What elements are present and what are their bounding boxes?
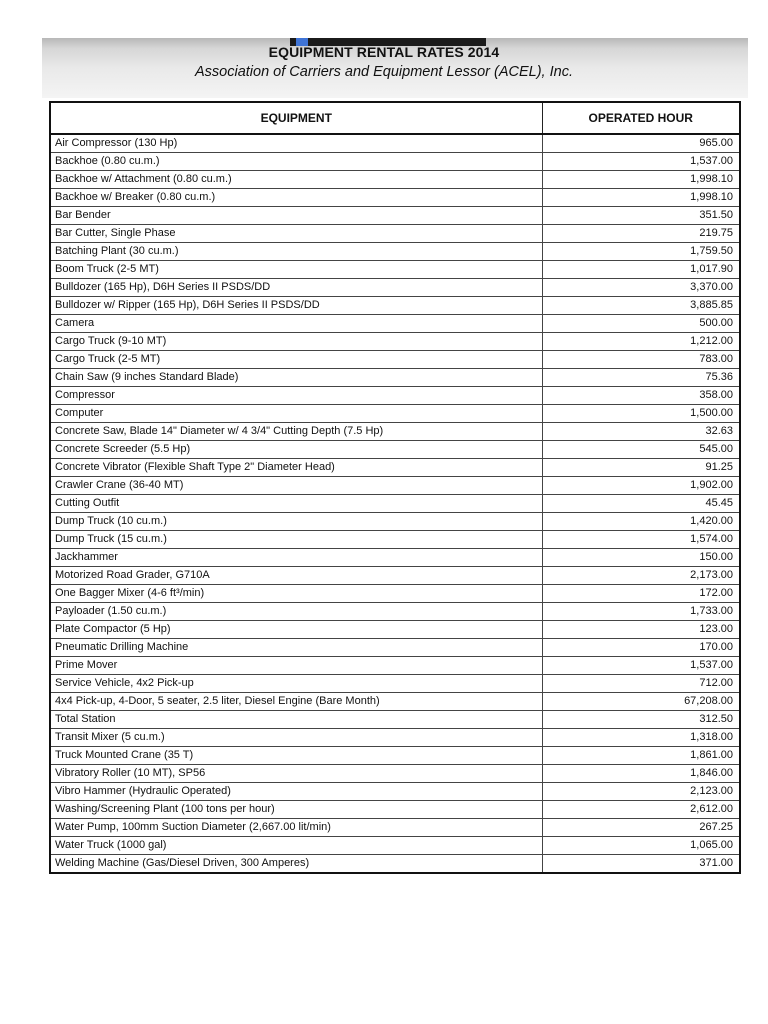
equipment-cell: Cargo Truck (9-10 MT) — [50, 333, 542, 351]
column-header-operated-hour: OPERATED HOUR — [542, 102, 740, 134]
equipment-cell: Backhoe (0.80 cu.m.) — [50, 153, 542, 171]
table-row — [50, 801, 740, 819]
rate-cell: 1,537.00 — [542, 657, 740, 675]
rate-cell: 965.00 — [542, 134, 740, 153]
equipment-cell: Truck Mounted Crane (35 T) — [50, 747, 542, 765]
table-row — [50, 405, 740, 423]
table-row — [50, 513, 740, 531]
table-row — [50, 171, 740, 189]
rate-cell: 75.36 — [542, 369, 740, 387]
table-row — [50, 819, 740, 837]
rate-cell: 1,998.10 — [542, 171, 740, 189]
rate-cell: 783.00 — [542, 351, 740, 369]
page-subtitle: Association of Carriers and Equipment Lessor (ACEL), Inc. — [195, 64, 573, 80]
equipment-cell: Bulldozer w/ Ripper (165 Hp), D6H Series II PSDS/DD — [50, 297, 542, 315]
equipment-cell: Air Compressor (130 Hp) — [50, 134, 542, 153]
table-row — [50, 315, 740, 333]
equipment-cell: Crawler Crane (36-40 MT) — [50, 477, 542, 495]
column-header-equipment: EQUIPMENT — [50, 102, 542, 134]
table-row — [50, 531, 740, 549]
rate-cell: 1,574.00 — [542, 531, 740, 549]
rate-cell: 1,861.00 — [542, 747, 740, 765]
rate-cell: 172.00 — [542, 585, 740, 603]
rate-cell: 45.45 — [542, 495, 740, 513]
table-row — [50, 477, 740, 495]
table-row — [50, 855, 740, 874]
rate-cell: 1,537.00 — [542, 153, 740, 171]
table-row — [50, 765, 740, 783]
equipment-cell: Payloader (1.50 cu.m.) — [50, 603, 542, 621]
rate-cell: 170.00 — [542, 639, 740, 657]
equipment-cell: Water Truck (1000 gal) — [50, 837, 542, 855]
table-row — [50, 459, 740, 477]
equipment-cell: Prime Mover — [50, 657, 542, 675]
table-row — [50, 729, 740, 747]
equipment-cell: Concrete Screeder (5.5 Hp) — [50, 441, 542, 459]
rate-cell: 219.75 — [542, 225, 740, 243]
equipment-cell: Boom Truck (2-5 MT) — [50, 261, 542, 279]
table-row — [50, 549, 740, 567]
table-row — [50, 711, 740, 729]
table-body — [50, 134, 740, 873]
table-row — [50, 369, 740, 387]
table-row — [50, 297, 740, 315]
equipment-cell: Welding Machine (Gas/Diesel Driven, 300 Amperes) — [50, 855, 542, 874]
table-row — [50, 153, 740, 171]
table-row — [50, 657, 740, 675]
table-row — [50, 423, 740, 441]
rate-cell: 1,065.00 — [542, 837, 740, 855]
rate-cell: 1,500.00 — [542, 405, 740, 423]
equipment-cell: Washing/Screening Plant (100 tons per hour) — [50, 801, 542, 819]
table-row — [50, 639, 740, 657]
table-row — [50, 351, 740, 369]
rate-cell: 123.00 — [542, 621, 740, 639]
rate-cell: 267.25 — [542, 819, 740, 837]
table-row — [50, 189, 740, 207]
table-row — [50, 225, 740, 243]
table-row — [50, 261, 740, 279]
rate-cell: 2,612.00 — [542, 801, 740, 819]
table-row — [50, 279, 740, 297]
table-row — [50, 585, 740, 603]
rate-cell: 1,017.90 — [542, 261, 740, 279]
table-row — [50, 207, 740, 225]
equipment-cell: One Bagger Mixer (4-6 ft³/min) — [50, 585, 542, 603]
equipment-cell: Backhoe w/ Breaker (0.80 cu.m.) — [50, 189, 542, 207]
equipment-cell: Cargo Truck (2-5 MT) — [50, 351, 542, 369]
rate-cell: 1,318.00 — [542, 729, 740, 747]
equipment-cell: Backhoe w/ Attachment (0.80 cu.m.) — [50, 171, 542, 189]
rate-cell: 150.00 — [542, 549, 740, 567]
equipment-cell: Total Station — [50, 711, 542, 729]
rate-cell: 1,998.10 — [542, 189, 740, 207]
equipment-cell: Dump Truck (10 cu.m.) — [50, 513, 542, 531]
rate-cell: 1,733.00 — [542, 603, 740, 621]
rate-cell: 2,123.00 — [542, 783, 740, 801]
equipment-cell: Bar Bender — [50, 207, 542, 225]
rate-cell: 351.50 — [542, 207, 740, 225]
equipment-cell: Transit Mixer (5 cu.m.) — [50, 729, 542, 747]
page-title: EQUIPMENT RENTAL RATES 2014 — [268, 44, 500, 60]
table-row — [50, 567, 740, 585]
table-row — [50, 495, 740, 513]
equipment-cell: Batching Plant (30 cu.m.) — [50, 243, 542, 261]
table-row — [50, 333, 740, 351]
equipment-cell: Bar Cutter, Single Phase — [50, 225, 542, 243]
table-row — [50, 621, 740, 639]
equipment-cell: Water Pump, 100mm Suction Diameter (2,667.00 lit/min) — [50, 819, 542, 837]
table-row — [50, 243, 740, 261]
equipment-cell: Compressor — [50, 387, 542, 405]
equipment-cell: Concrete Vibrator (Flexible Shaft Type 2" Diameter Head) — [50, 459, 542, 477]
rate-cell: 312.50 — [542, 711, 740, 729]
rate-cell: 3,885.85 — [542, 297, 740, 315]
rate-cell: 712.00 — [542, 675, 740, 693]
table-row — [50, 387, 740, 405]
equipment-cell: Jackhammer — [50, 549, 542, 567]
equipment-cell: Concrete Saw, Blade 14" Diameter w/ 4 3/4" Cutting Depth (7.5 Hp) — [50, 423, 542, 441]
rates-table — [49, 101, 741, 874]
table-row — [50, 675, 740, 693]
rate-cell: 1,846.00 — [542, 765, 740, 783]
equipment-cell: 4x4 Pick-up, 4-Door, 5 seater, 2.5 liter, Diesel Engine (Bare Month) — [50, 693, 542, 711]
rate-cell: 1,902.00 — [542, 477, 740, 495]
rate-cell: 1,759.50 — [542, 243, 740, 261]
equipment-cell: Cutting Outfit — [50, 495, 542, 513]
table-row — [50, 783, 740, 801]
rate-cell: 358.00 — [542, 387, 740, 405]
equipment-cell: Camera — [50, 315, 542, 333]
equipment-cell: Chain Saw (9 inches Standard Blade) — [50, 369, 542, 387]
equipment-cell: Vibratory Roller (10 MT), SP56 — [50, 765, 542, 783]
table-row — [50, 134, 740, 153]
rate-cell: 500.00 — [542, 315, 740, 333]
equipment-cell: Service Vehicle, 4x2 Pick-up — [50, 675, 542, 693]
rate-cell: 371.00 — [542, 855, 740, 874]
table-row — [50, 441, 740, 459]
rate-cell: 3,370.00 — [542, 279, 740, 297]
rate-cell: 91.25 — [542, 459, 740, 477]
table-header-row — [50, 102, 740, 134]
equipment-cell: Computer — [50, 405, 542, 423]
rate-cell: 2,173.00 — [542, 567, 740, 585]
rate-cell: 1,212.00 — [542, 333, 740, 351]
equipment-cell: Motorized Road Grader, G710A — [50, 567, 542, 585]
equipment-cell: Pneumatic Drilling Machine — [50, 639, 542, 657]
equipment-cell: Plate Compactor (5 Hp) — [50, 621, 542, 639]
rate-cell: 32.63 — [542, 423, 740, 441]
rate-cell: 67,208.00 — [542, 693, 740, 711]
rate-cell: 545.00 — [542, 441, 740, 459]
table-row — [50, 603, 740, 621]
table-row — [50, 693, 740, 711]
equipment-cell: Bulldozer (165 Hp), D6H Series II PSDS/DD — [50, 279, 542, 297]
rate-cell: 1,420.00 — [542, 513, 740, 531]
equipment-cell: Dump Truck (15 cu.m.) — [50, 531, 542, 549]
table-row — [50, 837, 740, 855]
table-row — [50, 747, 740, 765]
equipment-cell: Vibro Hammer (Hydraulic Operated) — [50, 783, 542, 801]
